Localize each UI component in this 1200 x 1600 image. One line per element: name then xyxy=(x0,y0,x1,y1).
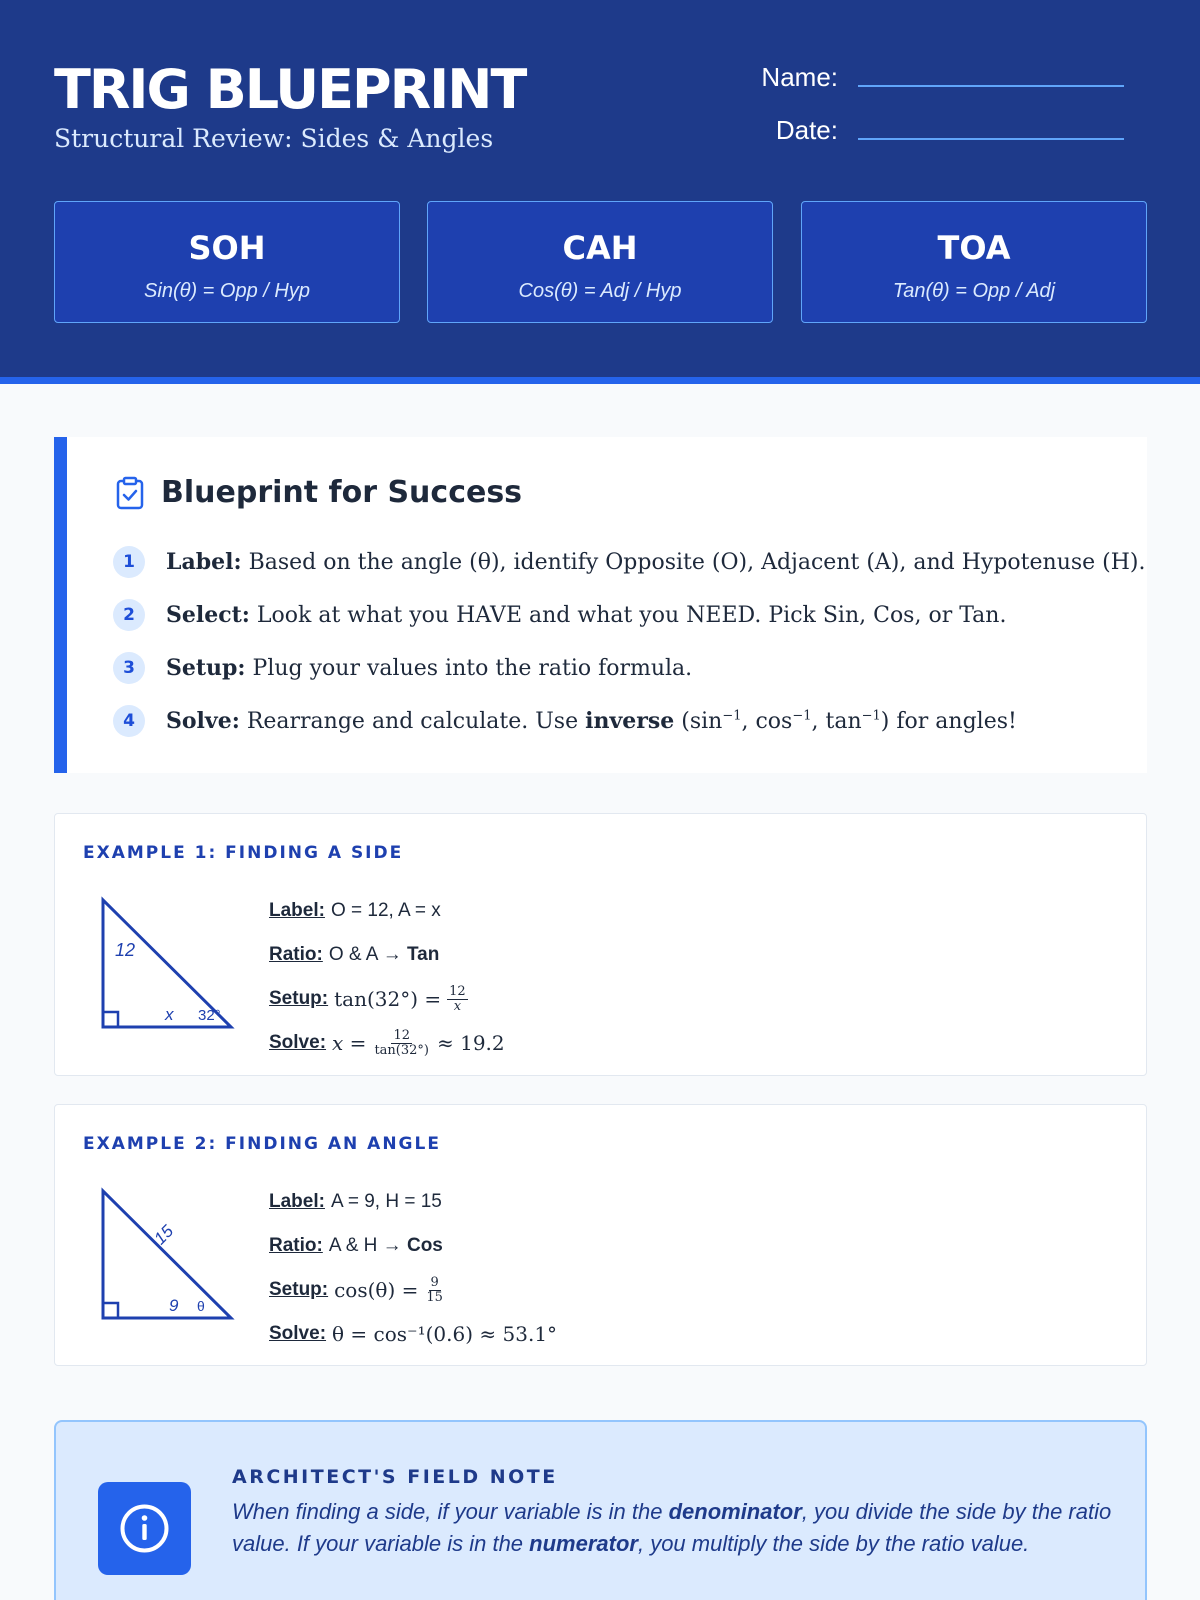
success-heading xyxy=(115,475,522,510)
note-title: ARCHITECT'S FIELD NOTE xyxy=(232,1466,558,1488)
setup-key: Setup: xyxy=(269,988,329,1009)
step-item xyxy=(113,641,1146,694)
step-label: Label: xyxy=(166,548,242,575)
solve-value: x = xyxy=(332,1031,367,1055)
example-setup-line xyxy=(269,977,505,1021)
step-tail: for angles! xyxy=(896,708,1017,734)
page-subtitle: Structural Review: Sides & Angles xyxy=(54,124,494,153)
date-label: Date: xyxy=(775,115,838,145)
field-note-card xyxy=(54,1420,1147,1600)
triangle-shape xyxy=(103,1191,231,1318)
ratio-formula: Tan(θ) = Opp / Adj xyxy=(892,280,1056,302)
example-card-1 xyxy=(54,813,1147,1076)
note-text-part: When finding a side, if your variable is in the xyxy=(232,1499,663,1524)
step-text xyxy=(166,602,1006,628)
note-emphasis: numerator xyxy=(529,1531,638,1556)
angle-label: 32° xyxy=(198,1007,221,1024)
step-number: 2 xyxy=(113,599,145,631)
success-card xyxy=(54,437,1147,773)
angle-label: θ xyxy=(197,1298,205,1314)
note-text xyxy=(232,1496,1112,1560)
note-text-part: , you multiply the side by the ratio value. xyxy=(637,1531,1030,1556)
step-label: Select: xyxy=(166,601,250,628)
step-item xyxy=(113,588,1146,641)
example-ratio-line xyxy=(269,1224,557,1268)
ratio-value: A & H → xyxy=(328,1235,402,1256)
math-sup: −1 xyxy=(792,708,812,724)
step-text xyxy=(166,708,1017,734)
step-number: 4 xyxy=(113,705,145,737)
example-solve-line xyxy=(269,1021,505,1065)
example-steps xyxy=(269,889,505,1065)
ratio-title: SOH xyxy=(188,229,266,267)
page-title: TRIG BLUEPRINT xyxy=(54,58,526,121)
success-title: Blueprint for Success xyxy=(161,475,523,510)
math-tan: , tan xyxy=(811,708,862,734)
example-title: EXAMPLE 2: FINDING AN ANGLE xyxy=(83,1134,441,1154)
fraction-denominator: x xyxy=(453,998,462,1014)
example-ratio-line xyxy=(269,933,505,977)
ratio-title: TOA xyxy=(937,229,1011,267)
example-steps xyxy=(269,1180,557,1356)
base-label: x xyxy=(165,1005,174,1024)
math-cos: , cos xyxy=(741,708,793,734)
setup-value: tan(32°) = xyxy=(334,987,442,1011)
step-body: Rearrange and calculate. Use xyxy=(246,708,579,734)
name-field[interactable] xyxy=(718,62,1124,93)
steps-list xyxy=(113,535,1146,747)
solve-key: Solve: xyxy=(269,1323,327,1344)
example-solve-line xyxy=(269,1312,557,1356)
step-text xyxy=(166,655,692,681)
ratio-key: Ratio: xyxy=(269,944,323,965)
example-label-line xyxy=(269,1180,557,1224)
step-item xyxy=(113,535,1146,588)
ratio-key: Ratio: xyxy=(269,1235,323,1256)
setup-value: cos(θ) = xyxy=(334,1278,419,1302)
setup-fraction xyxy=(447,985,468,1014)
ratio-card-soh xyxy=(54,201,400,323)
note-emphasis: denominator xyxy=(668,1499,802,1524)
triangle-diagram xyxy=(91,894,241,1044)
ratio-card-toa xyxy=(801,201,1147,323)
date-input-line[interactable] xyxy=(858,138,1124,140)
ratio-title: CAH xyxy=(562,229,638,267)
side-label: 12 xyxy=(115,940,136,960)
label-value: O = 12, A = x xyxy=(330,900,441,921)
info-icon xyxy=(98,1482,191,1575)
step-label: Setup: xyxy=(166,654,246,681)
solve-key: Solve: xyxy=(269,1032,327,1053)
setup-key: Setup: xyxy=(269,1279,329,1300)
ratio-value: O & A → xyxy=(328,944,402,965)
math-sup: −1 xyxy=(722,708,742,724)
step-text xyxy=(166,549,1146,575)
hypotenuse-label: 15 xyxy=(150,1221,178,1249)
math-sup: −1 xyxy=(861,708,881,724)
fraction-numerator: 12 xyxy=(449,983,466,999)
step-item xyxy=(113,694,1146,747)
step-label: Solve: xyxy=(166,707,240,734)
step-number: 1 xyxy=(113,546,145,578)
solve-result: ≈ 19.2 xyxy=(436,1031,505,1055)
ratio-function: Cos xyxy=(406,1235,443,1256)
base-label: 9 xyxy=(169,1296,179,1315)
step-body: Based on the angle (θ), identify Opposite (O), Adjacent (A), and Hypotenuse (H). xyxy=(248,549,1146,575)
step-body: Look at what you HAVE and what you NEED. Pick Sin, Cos, or Tan. xyxy=(256,602,1007,628)
math-sin: (sin xyxy=(681,708,723,734)
label-value: A = 9, H = 15 xyxy=(330,1191,442,1212)
name-input-line[interactable] xyxy=(858,85,1124,87)
example-title: EXAMPLE 1: FINDING A SIDE xyxy=(83,843,404,863)
right-angle-mark xyxy=(103,1012,118,1027)
ratio-formula: Sin(θ) = Opp / Hyp xyxy=(144,280,310,302)
math-close: ) xyxy=(880,708,890,734)
fraction-numerator: 12 xyxy=(393,1027,410,1043)
example-card-2 xyxy=(54,1104,1147,1366)
fraction-numerator: 9 xyxy=(430,1274,439,1290)
ratio-formula: Cos(θ) = Adj / Hyp xyxy=(518,280,682,302)
fraction-denominator: 15 xyxy=(426,1289,443,1305)
right-angle-mark xyxy=(103,1303,118,1318)
solve-fraction xyxy=(372,1029,431,1058)
date-field[interactable] xyxy=(718,115,1124,146)
page-header xyxy=(0,0,1200,384)
clipboard-check-icon xyxy=(115,476,145,510)
inverse-math xyxy=(681,709,889,734)
label-key: Label: xyxy=(269,1191,325,1212)
solve-value: θ = cos⁻¹(0.6) ≈ 53.1° xyxy=(332,1322,558,1346)
ratio-card-cah xyxy=(427,201,773,323)
example-label-line xyxy=(269,889,505,933)
label-key: Label: xyxy=(269,900,325,921)
fraction-denominator: tan(32°) xyxy=(374,1042,429,1058)
ratio-function: Tan xyxy=(406,944,440,965)
setup-fraction xyxy=(424,1276,445,1305)
name-label: Name: xyxy=(761,62,838,92)
step-number: 3 xyxy=(113,652,145,684)
example-setup-line xyxy=(269,1268,557,1312)
triangle-diagram xyxy=(91,1185,241,1335)
step-body: Plug your values into the ratio formula. xyxy=(252,655,693,681)
note-text-part: , you divide the side by the ratio value. If your variable is in the xyxy=(232,1499,1112,1556)
step-strong: inverse xyxy=(585,707,675,734)
